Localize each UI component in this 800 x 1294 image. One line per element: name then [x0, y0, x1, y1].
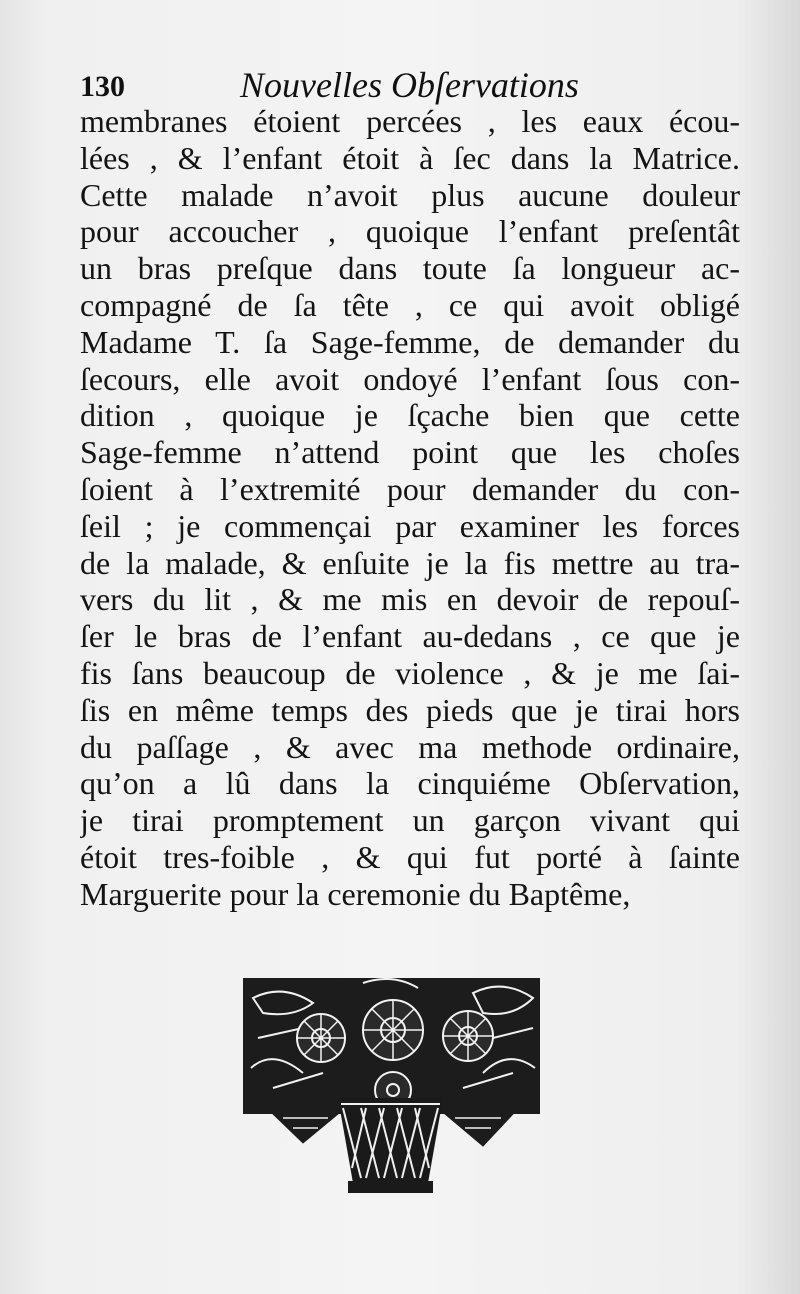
flower-basket-woodcut-svg — [243, 978, 540, 1196]
text-line: Marguerite pour la ceremonie du Baptême, — [80, 875, 631, 912]
text-line: lées , & l’enfant étoit à ſec dans la Matrice. — [80, 139, 740, 176]
flower-basket-woodcut-icon — [243, 978, 540, 1196]
text-line: je tirai promptement un garçon vivant qui — [80, 802, 740, 839]
running-title: Nouvelles Obſervations — [240, 65, 579, 105]
text-line: vers du lit , & me mis en devoir de repouſ- — [80, 581, 740, 618]
text-line: ſecours, elle avoit ondoyé l’enfant ſous con- — [80, 360, 740, 397]
text-line: Madame T. ſa Sage-femme, de demander du — [80, 323, 740, 360]
text-line: pour accoucher , quoique l’enfant preſentât — [80, 213, 740, 250]
text-line: fis ſans beaucoup de violence , & je me ſai- — [80, 654, 740, 691]
show-through-heading — [0, 930, 800, 981]
text-line: ſoient à l’extremité pour demander du con- — [80, 470, 740, 507]
text-line: Cette malade n’avoit plus aucune douleur — [80, 176, 740, 213]
text-line: du paſſage , & avec ma methode ordinaire, — [80, 728, 740, 765]
text-line: étoit tres-foible , & qui fut porté à ſainte — [80, 838, 740, 875]
text-line: qu’on a lû dans la cinquiéme Obſervation, — [80, 765, 740, 802]
text-line: un bras preſque dans toute ſa longueur ac- — [80, 250, 740, 287]
text-line: dition , quoique je ſçache bien que cette — [80, 397, 740, 434]
text-line: membranes étoient percées , les eaux écou- — [80, 103, 740, 139]
text-line: ſis en même temps des pieds que je tirai hors — [80, 691, 740, 728]
text-line: ſeil ; je commençai par examiner les forces — [80, 507, 740, 544]
page-number: 130 — [80, 70, 125, 103]
text-line: ſer le bras de l’enfant au-dedans , ce que je — [80, 618, 740, 655]
body-text — [80, 103, 740, 913]
text-line: Sage-femme n’attend point que les choſes — [80, 434, 740, 471]
text-line: compagné de ſa tête , ce qui avoit obligé — [80, 286, 740, 323]
page-header — [80, 64, 740, 108]
text-line: de la malade, & enſuite je la fis mettre au tra- — [80, 544, 740, 581]
